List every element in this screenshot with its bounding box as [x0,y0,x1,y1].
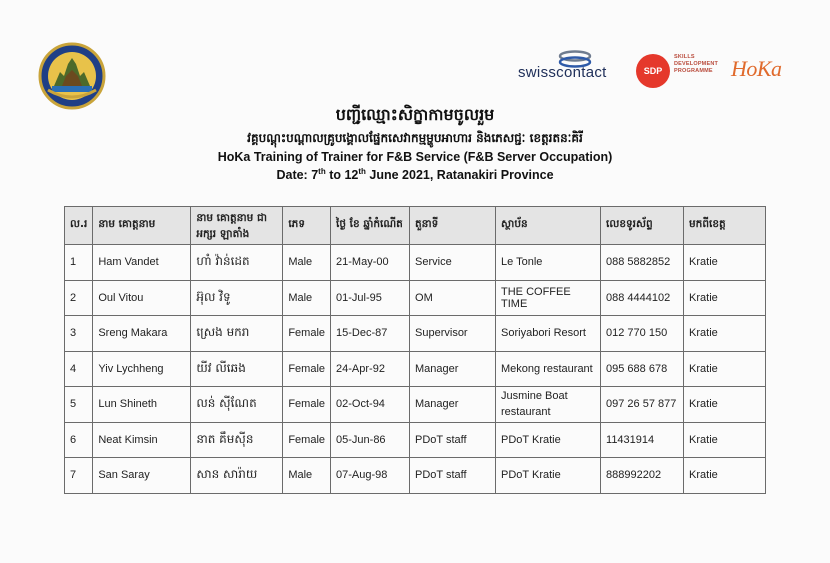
cell-dob: 24-Apr-92 [331,351,410,387]
cell-name: Oul Vitou [93,280,191,316]
subtitle-english: HoKa Training of Trainer for F&B Service (F&B Server Occupation) [217,150,613,164]
cell-phone: 012 770 150 [601,316,684,352]
cell-sex: Female [283,351,331,387]
cell-phone: 888992202 [601,458,684,494]
col-header-province: មកពីខេត្ត [684,207,766,245]
cell-name: Lun Shineth [93,387,191,423]
col-header-dob: ថ្ងៃ ខែ ឆ្នាំកំណើត [331,207,410,245]
cell-province: Kratie [684,387,766,423]
cell-name: Yiv Lychheng [93,351,191,387]
cell-name-kh: ហាំ វ៉ាន់ដេត [191,245,283,281]
cell-sex: Female [283,422,331,458]
cell-dob: 02-Oct-94 [331,387,410,423]
cell-name: Ham Vandet [93,245,191,281]
col-header-sex: ភេទ [283,207,331,245]
cell-name-kh: លន់ ស៊ីណែត [191,387,283,423]
cell-position: PDoT staff [410,422,496,458]
cell-sex: Female [283,387,331,423]
table-row [65,422,766,458]
cell-position: Service [410,245,496,281]
cell-phone: 097 26 57 877 [601,387,684,423]
cell-position: PDoT staff [410,458,496,494]
cell-no: 1 [65,245,93,281]
cell-phone: 088 4444102 [601,280,684,316]
cell-province: Kratie [684,316,766,352]
cell-no: 4 [65,351,93,387]
col-header-no: ល.រ [65,207,93,245]
page-title: បញ្ជីឈ្មោះសិក្ខាកាមចូលរួម [335,105,495,124]
cell-no: 5 [65,387,93,423]
cell-institution: Le Tonle [496,245,601,281]
cell-name-kh: សាន សារ៉ាយ [191,458,283,494]
partner-logos [518,50,798,96]
cell-institution: THE COFFEE TIME [496,280,601,316]
col-header-phone: លេខទូរស័ព្ទ [601,207,684,245]
cell-dob: 01-Jul-95 [331,280,410,316]
cell-phone: 088 5882852 [601,245,684,281]
cell-institution: Jusmine Boat restaurant [496,387,601,423]
table-row [65,245,766,281]
cell-no: 7 [65,458,93,494]
cell-name-kh: នាត គឹមស៊ីន [191,422,283,458]
cell-institution: PDoT Kratie [496,458,601,494]
cell-name-kh: អ៊ុល វិទូ [191,280,283,316]
cell-phone: 095 688 678 [601,351,684,387]
col-header-position: តួនាទី [410,207,496,245]
col-header-institution: ស្ថាប័ន [496,207,601,245]
cell-phone: 11431914 [601,422,684,458]
date-line: Date: 7th to 12th June 2021, Ratanakiri Province [276,166,554,182]
cell-province: Kratie [684,422,766,458]
table-row [65,387,766,423]
cell-province: Kratie [684,458,766,494]
cell-position: Supervisor [410,316,496,352]
cell-dob: 15-Dec-87 [331,316,410,352]
table-row [65,280,766,316]
cell-position: Manager [410,387,496,423]
participant-table [64,206,766,494]
cell-sex: Male [283,280,331,316]
cell-no: 3 [65,316,93,352]
cell-position: OM [410,280,496,316]
document-titles [0,104,830,184]
cell-province: Kratie [684,280,766,316]
cell-name-kh: យីវ លីឆេង [191,351,283,387]
cell-position: Manager [410,351,496,387]
swisscontact-logo: swisscontact [518,64,607,81]
cell-name: Sreng Makara [93,316,191,352]
table-row [65,316,766,352]
col-header-name-kh: នាម គោត្តនាម [93,207,191,245]
sdp-logo-words: SKILLS DEVELOPMENT PROGRAMME [674,54,719,74]
cell-no: 6 [65,422,93,458]
sdp-logo-badge: SDP [636,54,670,88]
ministry-emblem-icon [38,42,106,110]
subtitle-khmer: វគ្គបណ្តុះបណ្តាលគ្រូបង្គោលផ្នែកសេវាកម្មម្ហូបអាហារ និងភេសជ្ជៈ ខេត្តរតនៈគិរី [247,131,583,145]
cell-no: 2 [65,280,93,316]
cell-sex: Female [283,316,331,352]
col-header-name-latin: នាម គោត្តនាម ជាអក្សរ ឡាតាំង [191,207,283,245]
cell-dob: 07-Aug-98 [331,458,410,494]
cell-name: San Saray [93,458,191,494]
hoka-logo: HoKa [731,56,782,81]
cell-name-kh: ស្រេង មករា [191,316,283,352]
cell-institution: Soriyabori Resort [496,316,601,352]
cell-sex: Male [283,245,331,281]
table-row [65,351,766,387]
cell-name: Neat Kimsin [93,422,191,458]
table-header-row [65,207,766,245]
cell-institution: Mekong restaurant [496,351,601,387]
cell-dob: 05-Jun-86 [331,422,410,458]
table-row [65,458,766,494]
cell-institution: PDoT Kratie [496,422,601,458]
cell-province: Kratie [684,351,766,387]
cell-province: Kratie [684,245,766,281]
cell-dob: 21-May-00 [331,245,410,281]
cell-sex: Male [283,458,331,494]
